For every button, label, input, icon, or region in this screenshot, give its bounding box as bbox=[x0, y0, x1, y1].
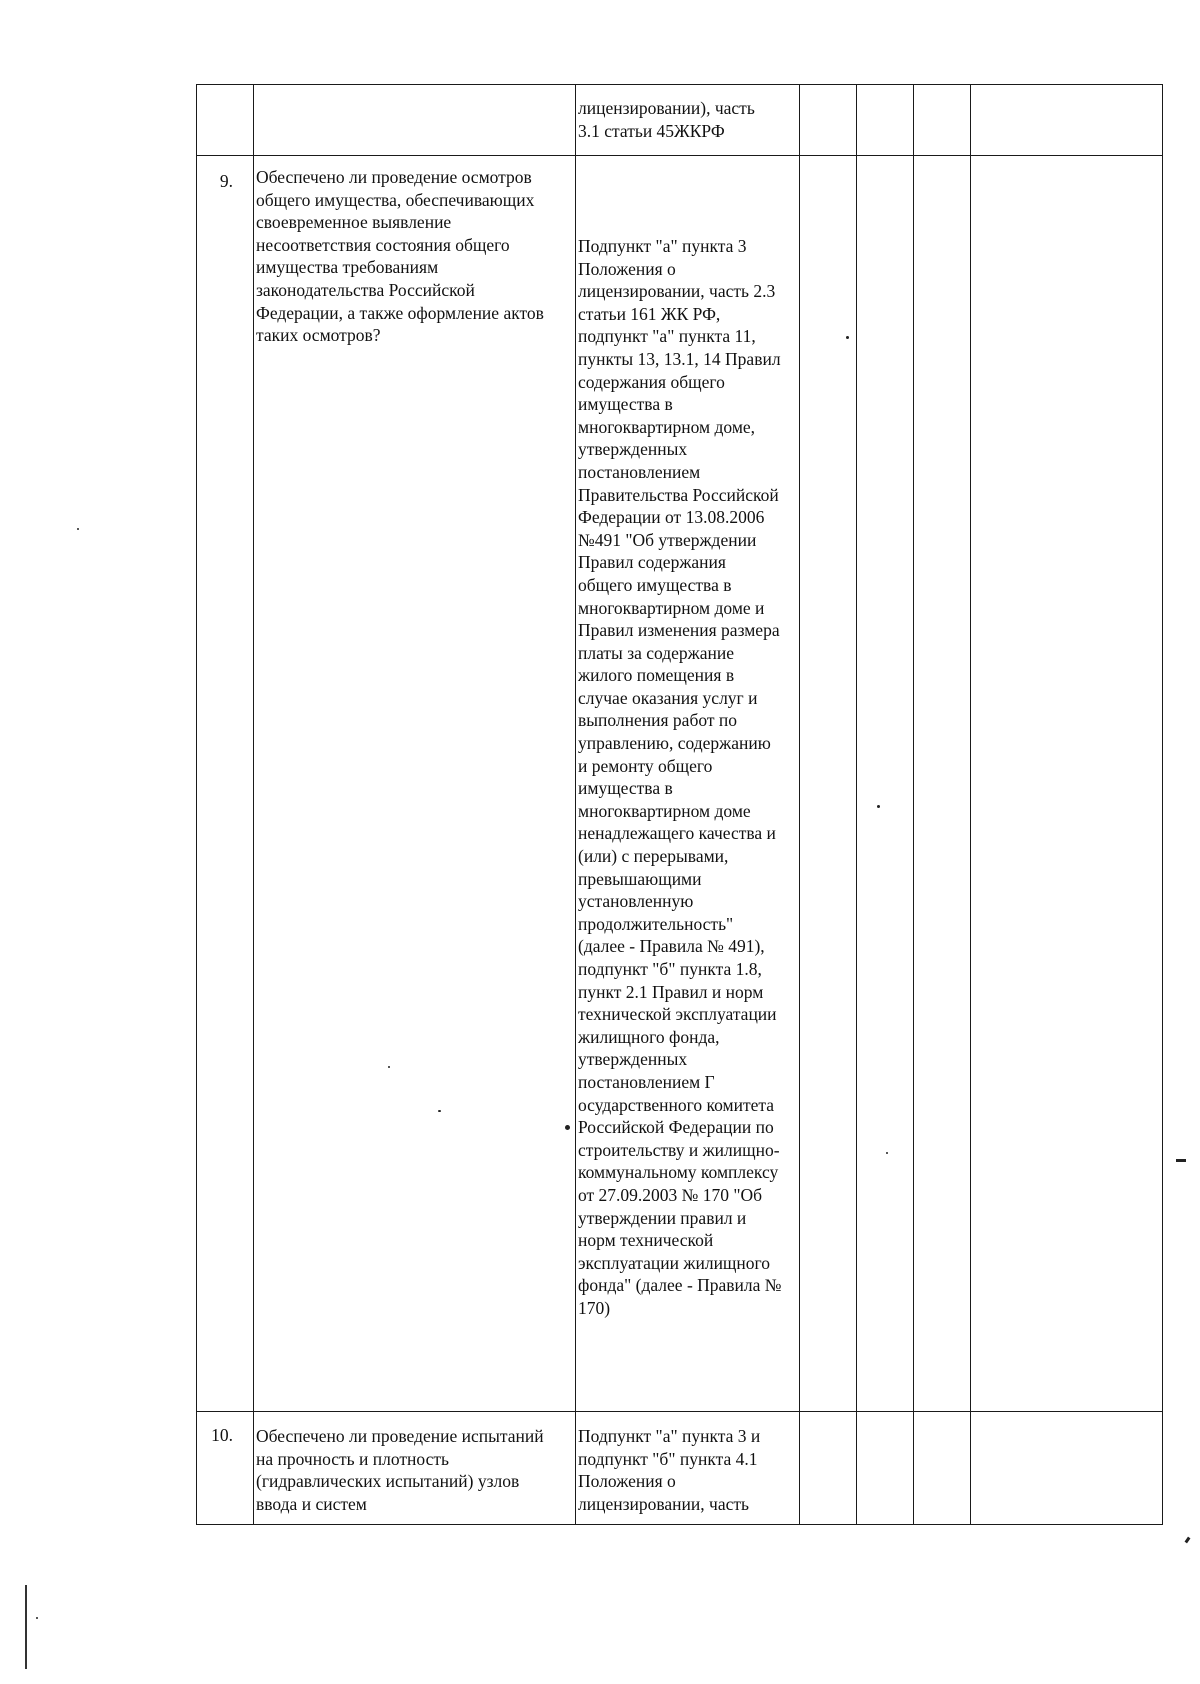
row-number-cell bbox=[197, 85, 254, 156]
scan-speck bbox=[36, 1617, 38, 1619]
question-cell bbox=[254, 156, 576, 1412]
answer-na-cell bbox=[914, 1412, 971, 1525]
scan-speck bbox=[388, 1066, 390, 1068]
scan-margin-line bbox=[25, 1585, 27, 1669]
legal-basis-text: лицензировании), часть 3.1 статьи 45ЖКРФ bbox=[578, 98, 755, 141]
question-text: Обеспечено ли проведение испытаний на прочность и плотность (гидравлических испытаний) узлов ввода и систем bbox=[256, 1426, 544, 1514]
question-cell bbox=[254, 85, 576, 156]
answer-yes-cell bbox=[800, 1412, 857, 1525]
scan-speck bbox=[886, 1152, 888, 1154]
answer-no-cell bbox=[857, 85, 914, 156]
legal-basis-cell bbox=[576, 1412, 800, 1525]
note-cell bbox=[971, 1412, 1163, 1525]
answer-no-cell bbox=[857, 1412, 914, 1525]
row-number: 10. bbox=[211, 1425, 233, 1445]
note-cell bbox=[971, 156, 1163, 1412]
legal-basis-cell bbox=[576, 85, 800, 156]
legal-basis-text: Подпункт "а" пункта 3 и подпункт "б" пункта 4.1 Положения о лицензировании, часть bbox=[578, 1426, 761, 1514]
row-number bbox=[197, 85, 253, 99]
scan-speck bbox=[438, 1110, 441, 1112]
checklist-table bbox=[196, 84, 1163, 1525]
question-cell bbox=[254, 1412, 576, 1525]
table-row bbox=[197, 156, 1163, 1412]
table-row bbox=[197, 85, 1163, 156]
table-row bbox=[197, 1412, 1163, 1525]
scan-mark bbox=[1185, 1537, 1191, 1544]
answer-yes-cell bbox=[800, 156, 857, 1412]
note-cell bbox=[971, 85, 1163, 156]
scan-speck bbox=[565, 1125, 570, 1130]
scan-speck bbox=[877, 805, 880, 808]
answer-na-cell bbox=[914, 156, 971, 1412]
legal-basis-cell bbox=[576, 156, 800, 1412]
scan-speck bbox=[77, 528, 79, 530]
scan-mark bbox=[1176, 1159, 1186, 1162]
answer-na-cell bbox=[914, 85, 971, 156]
row-number: 9. bbox=[219, 171, 233, 191]
question-text: Обеспечено ли проведение осмотров общего имущества, обеспечивающих своевременное выявление несоответствия состояния общего имущества требованиям законодательства Российской Федерации, а также оформление актов таких осмотров? bbox=[256, 167, 544, 346]
row-number-cell bbox=[197, 1412, 254, 1525]
scan-speck bbox=[846, 336, 849, 339]
row-number-cell bbox=[197, 156, 254, 1412]
legal-basis-text: Подпункт "а" пункта 3 Положения о лицензировании, часть 2.3 статьи 161 ЖК РФ, подпункт "а" пункта 11, пункты 13, 13.1, 14 Правил содержания общего имущества в многоквартирном доме, утвержденных постановлением Правительства Российской Федерации от 13.08.2006 №491 "Об утверждении Правил содержания общего имущества в многоквартирном доме и Правил изменения размера платы за содержание жилого помещения в случае оказания услуг и выполнения работ по управлению, содержанию и ремонту общего имущества в многоквартирном доме ненадлежащего качества и (или) с перерывами, превышающими установленную продолжительность" (далее - Правила № 491), подпункт "б" пункта 1.8, пункт 2.1 Правил и норм технической эксплуатации жилищного фонда, утвержденных постановлением Г осударственного комитета Российской Федерации по строительству и жилищно- коммунальному комплексу от 27.09.2003 № 170 "Об утверждении правил и норм технической эксплуатации жилищного фонда" (далее - Правила № 170) bbox=[578, 236, 782, 1318]
answer-yes-cell bbox=[800, 85, 857, 156]
answer-no-cell bbox=[857, 156, 914, 1412]
